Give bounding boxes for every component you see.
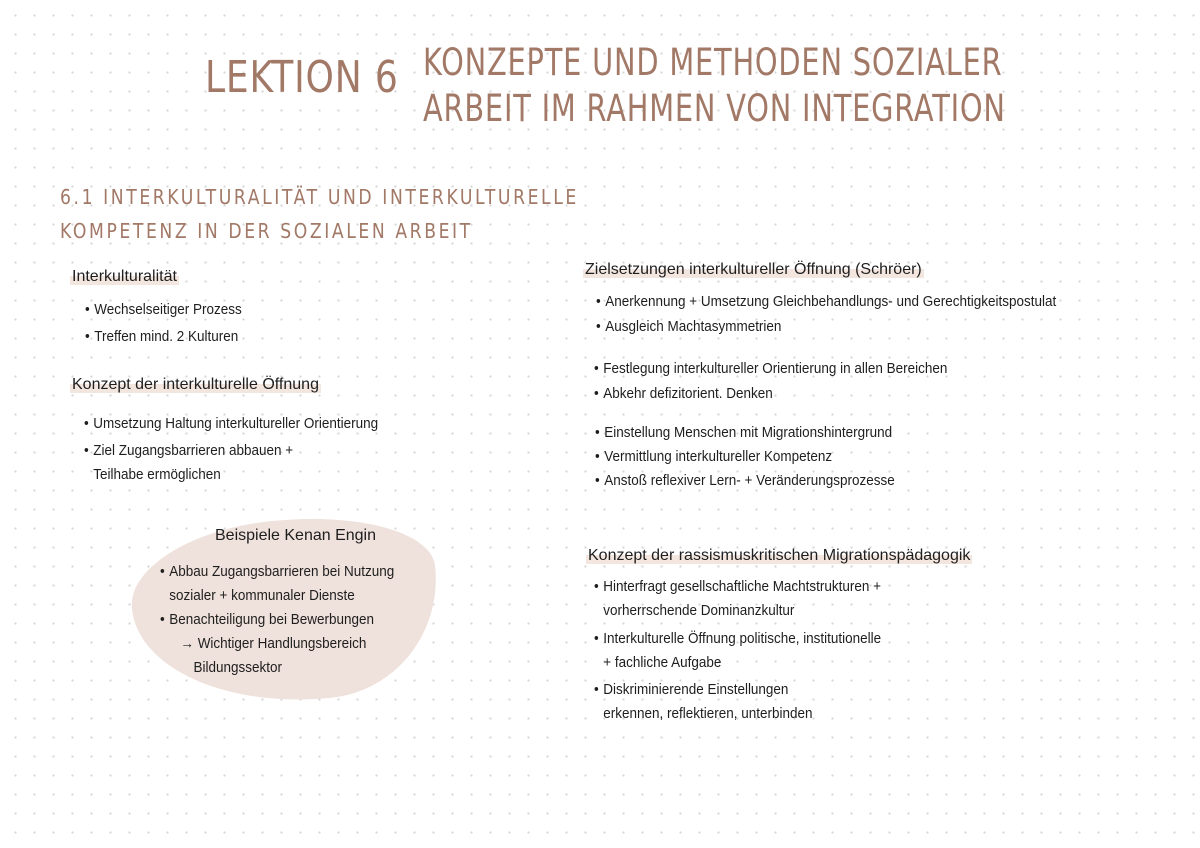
list-item: • Festlegung interkultureller Orientierung in allen Bereichen (594, 357, 947, 381)
heading-oeffnung: Konzept der interkulturelle Öffnung (72, 376, 319, 393)
list-item (160, 560, 394, 608)
list-item-text: Abbau Zugangsbarrieren bei Nutzung (169, 564, 395, 580)
list-item-text: Benachteiligung bei Bewerbungen (169, 612, 374, 628)
list-beispiele (160, 560, 412, 680)
list-item-continuation: erkennen, reflektieren, unterbinden (603, 706, 813, 722)
list-item-text: Ziel Zugangsbarrieren abbauen + (93, 443, 294, 459)
section-heading (60, 180, 579, 248)
list-rassismus (594, 575, 903, 726)
list-item: • Anstoß reflexiver Lern- + Veränderungsprozesse (595, 469, 895, 493)
lesson-title-line1: KONZEPTE UND METHODEN SOZIALER (423, 41, 1003, 84)
list-interkulturalitaet (85, 298, 254, 349)
list-item-continuation: Bildungssektor (193, 660, 282, 676)
list-item (160, 608, 394, 680)
heading-zielsetzungen: Zielsetzungen interkultureller Öffnung (Schröer) (585, 261, 922, 278)
list-item-continuation: Teilhabe ermöglichen (93, 467, 221, 483)
list-item: • Vermittlung interkultureller Kompetenz (595, 445, 895, 469)
list-item: • Treffen mind. 2 Kulturen (85, 325, 242, 349)
lesson-title (423, 40, 1006, 132)
list-oeffnung (84, 412, 400, 487)
heading-rassismus: Konzept der rassismuskritischen Migrationspädagogik (588, 547, 971, 564)
list-item-text: Diskriminierende Einstellungen (603, 682, 789, 698)
list-item-continuation: vorherrschende Dominanzkultur (603, 603, 795, 619)
list-item-text: Interkulturelle Öffnung politische, institutionelle (603, 631, 882, 647)
list-item: • Umsetzung Haltung interkultureller Orientierung (84, 412, 378, 436)
list-item (594, 627, 881, 675)
list-item: • Einstellung Menschen mit Migrationshintergrund (595, 421, 895, 445)
list-item-continuation: sozialer + kommunaler Dienste (169, 588, 355, 604)
list-zielsetzungen-group1 (596, 290, 1091, 339)
lesson-title-line2: ARBEIT IM RAHMEN VON INTEGRATION (423, 87, 1006, 130)
list-item: • Anerkennung + Umsetzung Gleichbehandlungs- und Gerechtigkeitspostulat (596, 290, 1056, 314)
list-item (594, 678, 881, 726)
list-zielsetzungen-group3 (595, 421, 917, 493)
list-item: • Wechselseitiger Prozess (85, 298, 242, 322)
heading-beispiele: Beispiele Kenan Engin (215, 527, 377, 544)
list-item (594, 575, 881, 623)
section-heading-line1: 6.1 INTERKULTURALITÄT UND INTERKULTURELLE (60, 185, 579, 209)
list-item (84, 439, 378, 487)
lesson-number: LEKTION 6 (205, 52, 399, 103)
list-item-text: Hinterfragt gesellschaftliche Machtstrukturen + (603, 579, 882, 595)
section-heading-line2: KOMPETENZ IN DER SOZIALEN ARBEIT (60, 219, 473, 243)
heading-interkulturalitaet: Interkulturalität (72, 268, 177, 285)
list-item-continuation: + fachliche Aufgabe (603, 655, 722, 671)
list-item: • Abkehr defizitorient. Denken (594, 382, 947, 406)
list-item: • Ausgleich Machtasymmetrien (596, 315, 1056, 339)
list-zielsetzungen-group2 (594, 357, 974, 406)
list-item-arrow-line: → Wichtiger Handlungsbereich (180, 636, 367, 652)
